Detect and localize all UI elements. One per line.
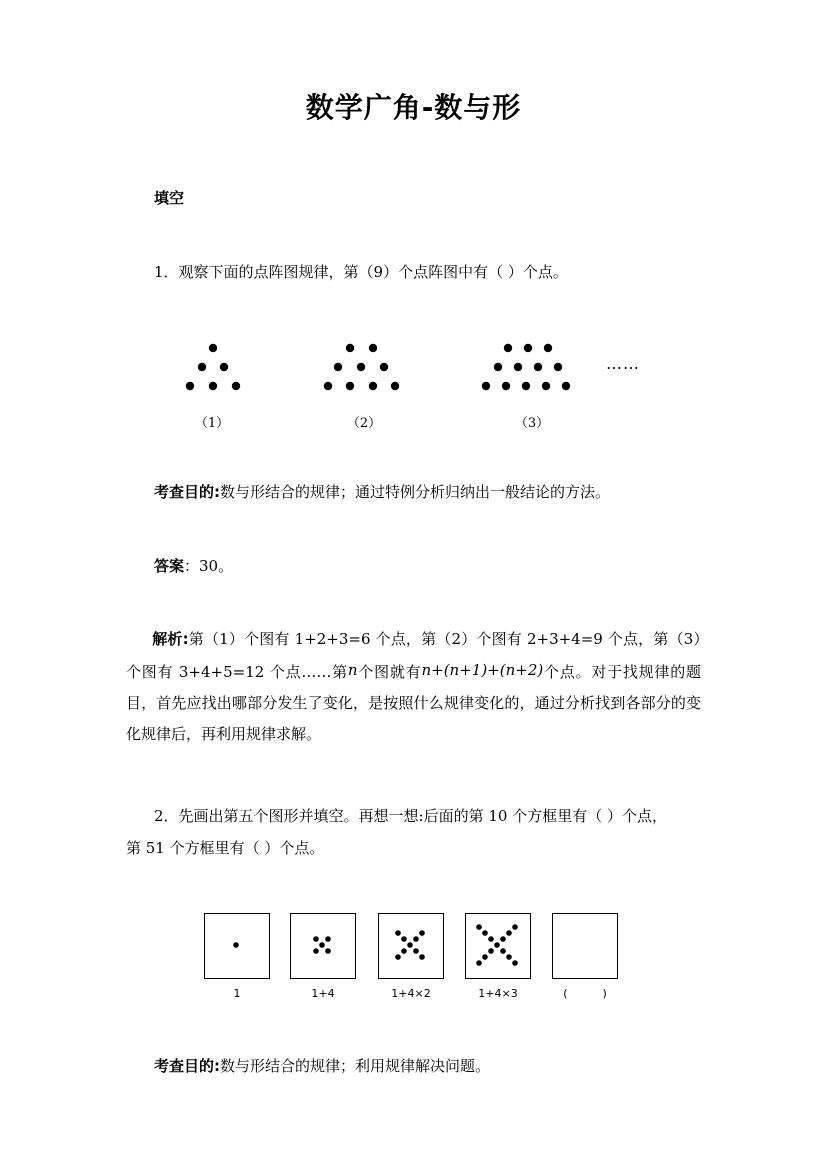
q2-purpose [154, 1056, 490, 1076]
pattern-box-5-empty[interactable] [552, 913, 618, 979]
purpose-label: 考查目的: [154, 483, 220, 501]
pattern-box-4 [465, 913, 531, 979]
purpose-text: 数与形结合的规律；通过特例分析归纳出一般结论的方法。 [220, 483, 611, 501]
pattern-box-1 [204, 913, 270, 979]
continuation-ellipsis: …… [606, 354, 640, 373]
box-label-2: 1+4 [311, 987, 335, 1000]
page-title: 数学广角-数与形 [305, 91, 522, 124]
figure-label-3: （3） [514, 416, 550, 431]
analysis-n: n [347, 661, 358, 679]
analysis-label: 解析: [152, 630, 189, 648]
question-2-line-2: 第 51 个方框里有（ ）个点。 [126, 839, 325, 857]
answer-text: ：30。 [184, 557, 234, 575]
analysis-formula: n+(n+1)+(n+2) [421, 661, 544, 679]
pattern-dots-3 [379, 914, 442, 977]
q1-analysis [126, 624, 701, 750]
purpose-label-2: 考查目的: [154, 1057, 220, 1075]
figure-label-1: （1） [194, 416, 230, 431]
purpose-text-2: 数与形结合的规律；利用规律解决问题。 [220, 1057, 491, 1075]
dot-triangle-figures [170, 330, 650, 405]
q1-answer [154, 556, 233, 576]
dot-triangle-1 [186, 344, 240, 390]
box-label-3: 1+4×2 [391, 987, 431, 1000]
pattern-box-3 [378, 913, 444, 979]
section-heading: 填空 [154, 189, 185, 207]
question-2-line-1: 2．先画出第五个图形并填空。再想一想:后面的第 10 个方框里有（ ）个点， [154, 807, 667, 825]
pattern-dots-2 [291, 914, 354, 977]
answer-label: 答案 [154, 557, 185, 575]
box-label-4: 1+4×3 [478, 987, 518, 1000]
pattern-dots-4 [466, 914, 529, 977]
analysis-text-3: 个点。对于找规律的题目，首先应找出哪部分发生了变化，是按照什么规律变化的，通过分析找到各部分的变化规律后，再利用规律求解。 [126, 663, 701, 743]
box-label-5: ( ) [563, 987, 607, 1000]
pattern-box-2 [290, 913, 356, 979]
pattern-dots-1 [205, 914, 268, 977]
figure-label-2: （2） [346, 416, 382, 431]
dot-triangle-3 [482, 344, 570, 390]
analysis-text-2: 个图就有 [357, 663, 422, 681]
q1-purpose [154, 482, 610, 502]
question-1-text: 1．观察下面的点阵图规律，第（9）个点阵图中有（ ）个点。 [154, 263, 568, 281]
box-label-1: 1 [233, 987, 241, 1000]
analysis-text-1: 第（1）个图有 1+2+3=6 个点，第（2）个图有 2+3+4=9 个点，第（3）个图有 3+4+5=12 个点……第 [126, 630, 702, 681]
dot-triangle-2 [324, 344, 399, 390]
